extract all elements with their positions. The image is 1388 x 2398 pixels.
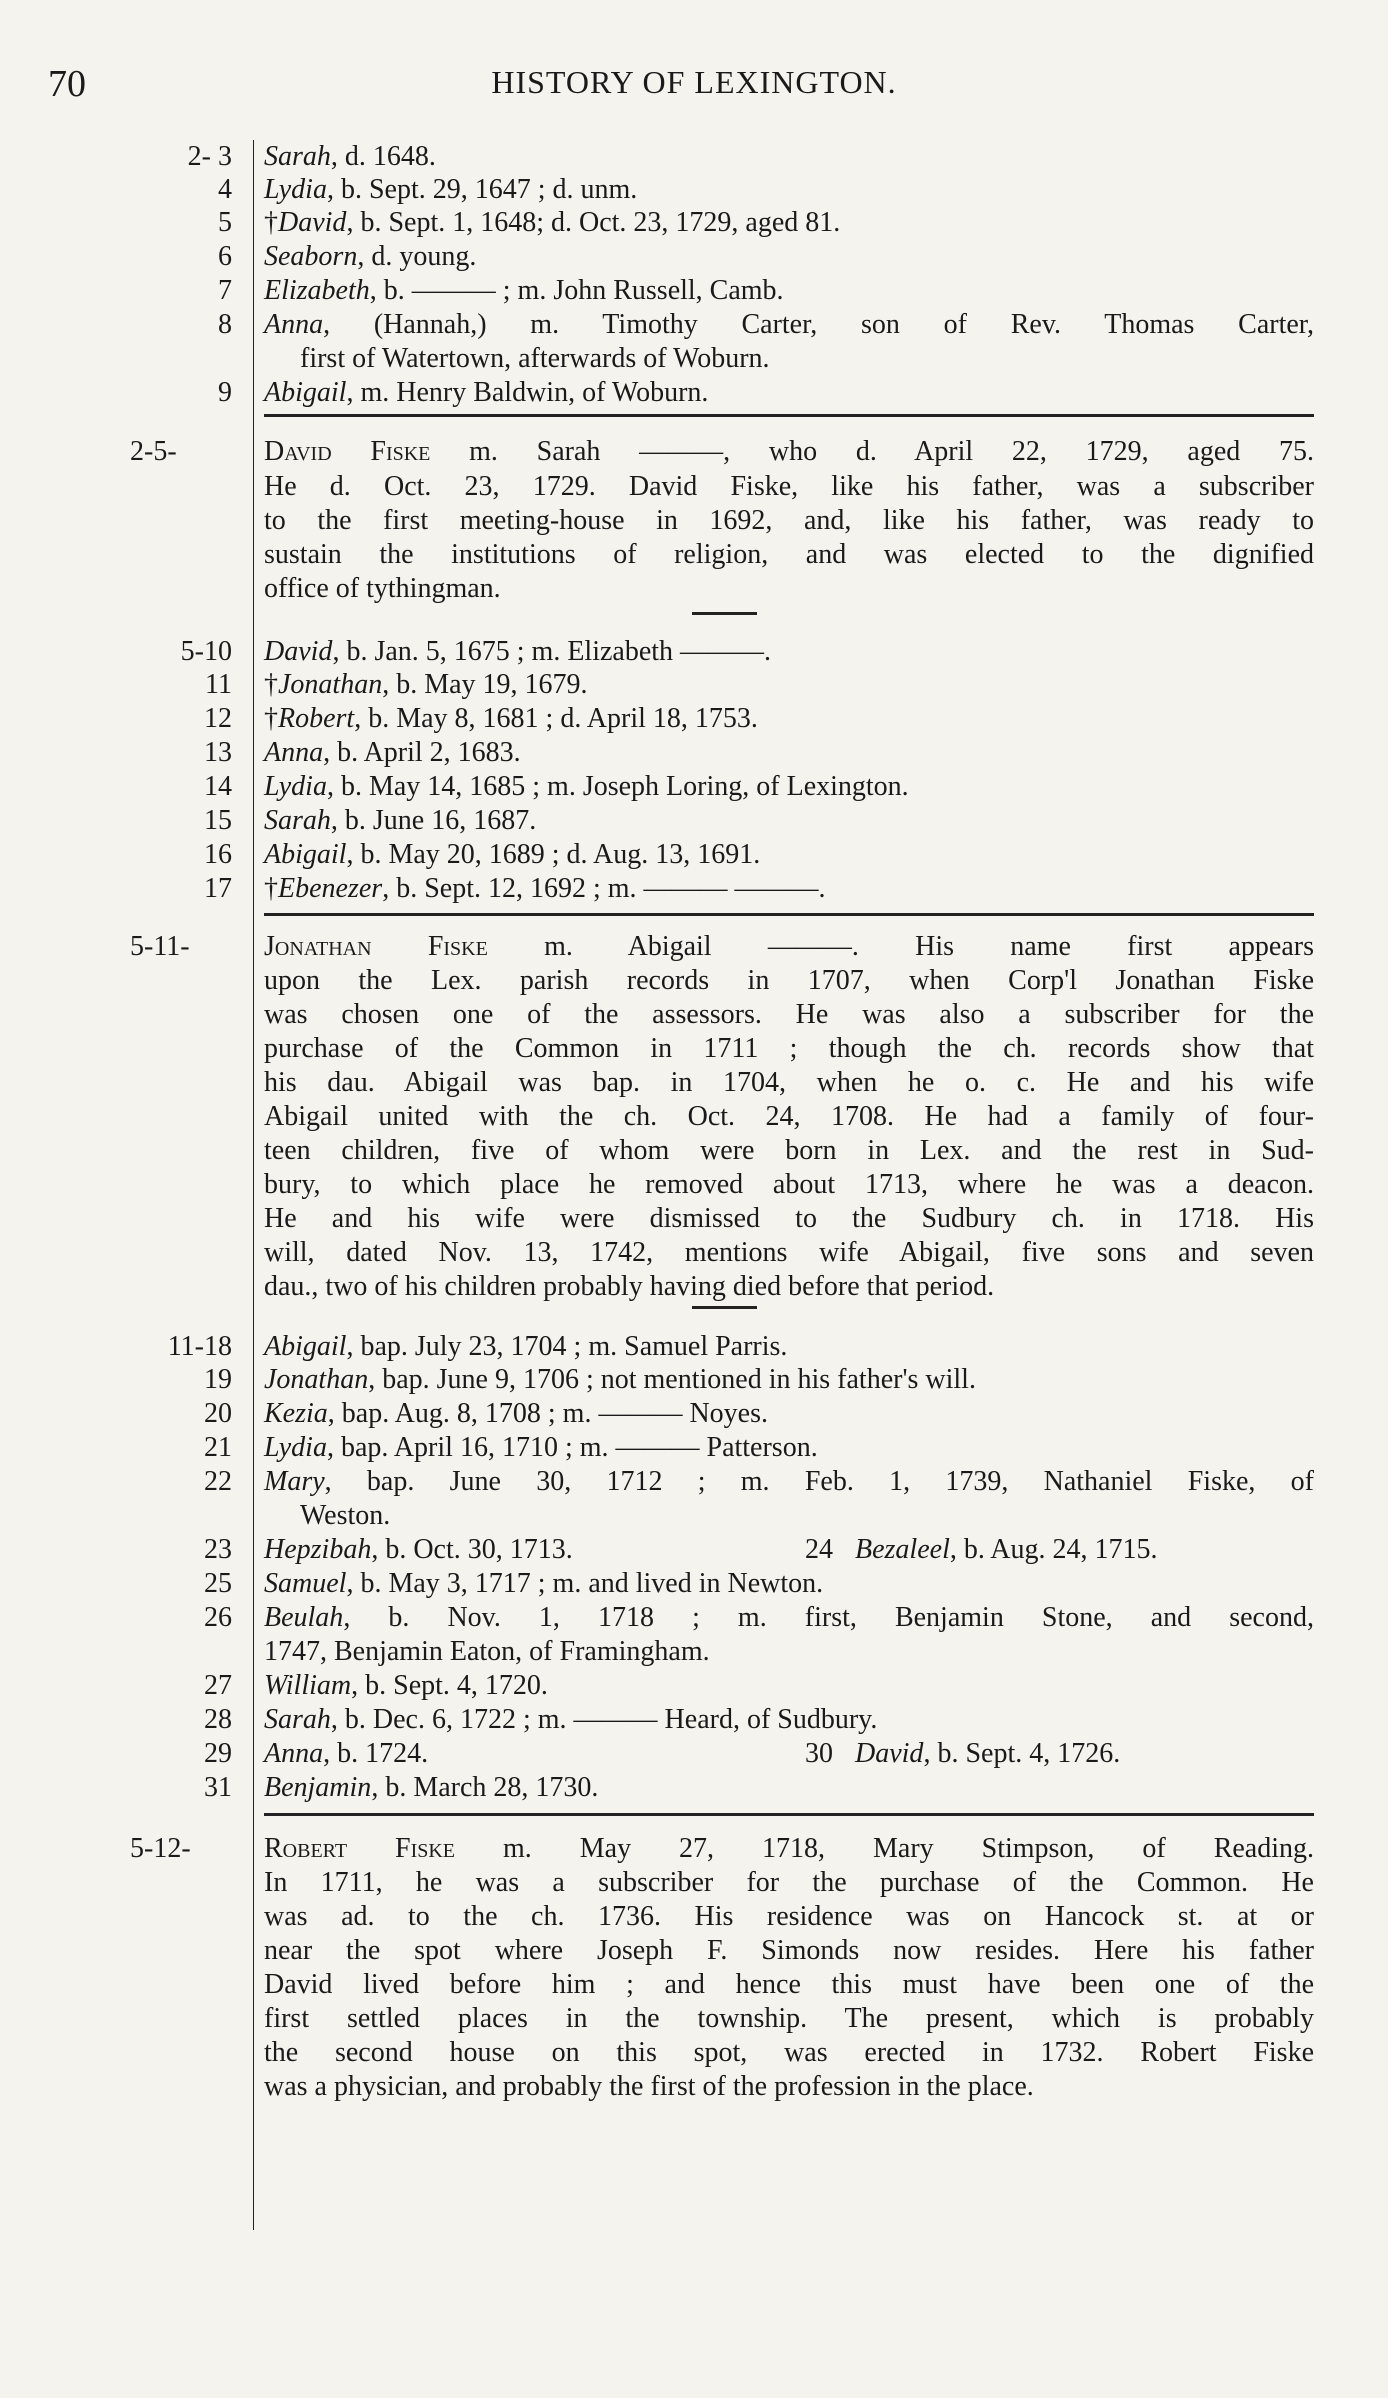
entry-text: Seaborn, d. young. [264,241,477,272]
entry-text: David, b. Jan. 5, 1675 ; m. Elizabeth ———. [264,636,772,667]
entry-text: teen children, five of whom were born in Lex. and the rest in Sud- [264,1135,1314,1166]
entry-line [0,702,1388,736]
entry-line [0,1635,1388,1669]
children-divider [692,1306,757,1309]
entry-text: †Ebenezer, b. Sept. 12, 1692 ; m. ——— ———. [264,873,826,904]
entry-line [0,435,1388,469]
entry-line [0,1202,1388,1236]
entry-text: the second house on this spot, was erected in 1732. Robert Fiske [264,2037,1314,2068]
entry-line [0,1236,1388,1270]
section-divider [264,913,1314,916]
entry-text: Anna, b. April 2, 1683. [264,737,521,768]
entry-number: 31 [204,1772,232,1803]
entry-number: 5-11- [130,931,190,962]
entry-line [0,1832,1388,1866]
entry-text: first of Watertown, afterwards of Woburn. [300,343,770,374]
entry-text: Samuel, b. May 3, 1717 ; m. and lived in Newton. [264,1568,824,1599]
entry-line [0,1270,1388,1304]
entry-number: 26 [204,1602,232,1633]
entry-text: near the spot where Joseph F. Simonds now resides. Here his father [264,1935,1314,1966]
entry-text: David Fiske m. Sarah ———, who d. April 22, 1729, aged 75. [264,436,1315,467]
entry-line [0,1431,1388,1465]
entry-line [0,1465,1388,1499]
entry-text: William, b. Sept. 4, 1720. [264,1670,548,1701]
entry-line [0,572,1388,606]
entry-number: 22 [204,1466,232,1497]
entry-text: He and his wife were dismissed to the Sudbury ch. in 1718. His [264,1203,1314,1234]
entry-line [0,308,1388,342]
entry-line [0,1900,1388,1934]
entry-line [0,240,1388,274]
entry-line [0,1032,1388,1066]
entry-line [0,1601,1388,1635]
entry-line [0,1669,1388,1703]
entry-text: Weston. [300,1500,391,1531]
entry-line [0,964,1388,998]
entry-line [0,1533,1388,1567]
entry-text: Lydia, b. Sept. 29, 1647 ; d. unm. [264,174,638,205]
entry-number: 6 [218,241,232,272]
entry-text: his dau. Abigail was bap. in 1704, when he o. c. He and his wife [264,1067,1314,1098]
entry-text: Anna, b. 1724. [264,1738,429,1769]
entry-text: was a physician, and probably the first of the profession in the place. [264,2071,1034,2102]
entry-number: 17 [204,873,232,904]
entry-line [0,376,1388,410]
entry-line [0,2036,1388,2070]
entry-line [0,342,1388,376]
entry-number: 30 [805,1738,833,1769]
entry-line [0,173,1388,207]
entry-text: Lydia, b. May 14, 1685 ; m. Joseph Loring, of Lexington. [264,771,909,802]
entry-text: sustain the institutions of religion, and was elected to the dignified [264,539,1314,570]
entry-line [0,1100,1388,1134]
entry-text: Sarah, b. June 16, 1687. [264,805,537,836]
entry-text: purchase of the Common in 1711 ; though the ch. records show that [264,1033,1314,1064]
entry-number: 5-10 [180,636,232,667]
entry-text: David lived before him ; and hence this must have been one of the [264,1969,1314,2000]
entry-line [0,930,1388,964]
entry-line [0,470,1388,504]
entry-line [0,1134,1388,1168]
entry-number: 23 [204,1534,232,1565]
entry-text: David, b. Sept. 4, 1726. [855,1738,1121,1769]
entry-line [0,140,1388,174]
entry-line [0,838,1388,872]
entry-line [0,1703,1388,1737]
entry-line [0,1968,1388,2002]
entry-number: 20 [204,1398,232,1429]
entry-text: Elizabeth, b. ——— ; m. John Russell, Camb. [264,275,784,306]
entry-number: 27 [204,1670,232,1701]
entry-line [0,1934,1388,1968]
entry-text: dau., two of his children probably having died before that period. [264,1271,995,1302]
entry-number: 5-12- [130,1833,191,1864]
entry-number: 11-18 [167,1331,232,1362]
entry-number: 24 [805,1534,833,1565]
entry-text: Mary, bap. June 30, 1712 ; m. Feb. 1, 1739, Nathaniel Fiske, of [264,1466,1314,1497]
entry-line [0,1066,1388,1100]
entry-line [0,2070,1388,2104]
entry-line [0,1737,1388,1771]
entry-text: †David, b. Sept. 1, 1648; d. Oct. 23, 1729, aged 81. [264,207,841,238]
entry-line [0,538,1388,572]
entry-number: 9 [218,377,232,408]
entry-number: 28 [204,1704,232,1735]
entry-text: will, dated Nov. 13, 1742, mentions wife Abigail, five sons and seven [264,1237,1314,1268]
entry-text: Jonathan, bap. June 9, 1706 ; not mentioned in his father's will. [264,1364,976,1395]
section-divider [264,1813,1314,1816]
entry-text: He d. Oct. 23, 1729. David Fiske, like his father, was a subscriber [264,471,1314,502]
entry-line [0,1866,1388,1900]
entry-line [0,1363,1388,1397]
entry-line [0,804,1388,838]
entry-text: Abigail, b. May 20, 1689 ; d. Aug. 13, 1691. [264,839,761,870]
entry-number: 29 [204,1738,232,1769]
entry-number: 19 [204,1364,232,1395]
entry-text: Beulah, b. Nov. 1, 1718 ; m. first, Benjamin Stone, and second, [264,1602,1314,1633]
entry-text: Hepzibah, b. Oct. 30, 1713. [264,1534,573,1565]
entry-text: Sarah, b. Dec. 6, 1722 ; m. ——— Heard, of Sudbury. [264,1704,878,1735]
entry-number: 2-5- [130,436,177,467]
entry-line [0,504,1388,538]
entry-number: 14 [204,771,232,802]
entry-text: Anna, (Hannah,) m. Timothy Carter, son of Rev. Thomas Carter, [264,309,1314,340]
entry-number: 11 [205,669,232,700]
entry-text: In 1711, he was a subscriber for the purchase of the Common. He [264,1867,1314,1898]
entry-text: Bezaleel, b. Aug. 24, 1715. [855,1534,1158,1565]
entry-number: 4 [218,174,232,205]
entry-text: Jonathan Fiske m. Abigail ———. His name first appears [264,931,1315,962]
entry-text: Abigail, bap. July 23, 1704 ; m. Samuel Parris. [264,1331,788,1362]
entry-number: 12 [204,703,232,734]
entry-line [0,872,1388,906]
entry-text: Benjamin, b. March 28, 1730. [264,1772,599,1803]
entry-text: was ad. to the ch. 1736. His residence was on Hancock st. at or [264,1901,1314,1932]
entry-text: Sarah, d. 1648. [264,141,436,172]
entry-line [0,2002,1388,2036]
entry-text: Lydia, bap. April 16, 1710 ; m. ——— Patterson. [264,1432,818,1463]
page-number: 70 [48,63,86,105]
entry-text: upon the Lex. parish records in 1707, when Corp'l Jonathan Fiske [264,965,1314,996]
entry-line [0,635,1388,669]
entry-line [0,668,1388,702]
entry-text: Kezia, bap. Aug. 8, 1708 ; m. ——— Noyes. [264,1398,768,1429]
entry-text: bury, to which place he removed about 1713, where he was a deacon. [264,1169,1314,1200]
entry-text: Robert Fiske m. May 27, 1718, Mary Stimpson, of Reading. [264,1833,1315,1864]
entry-line [0,1499,1388,1533]
entry-text: was chosen one of the assessors. He was also a subscriber for the [264,999,1314,1030]
entry-number: 7 [218,275,232,306]
entry-number: 5 [218,207,232,238]
entry-number: 13 [204,737,232,768]
entry-number: 15 [204,805,232,836]
running-head: HISTORY OF LEXINGTON. [491,64,897,100]
entry-line [0,206,1388,240]
children-divider [692,612,757,615]
entry-number: 21 [204,1432,232,1463]
entry-text: to the first meeting-house in 1692, and, like his father, was ready to [264,505,1314,536]
entry-line [0,998,1388,1032]
section-divider [264,414,1314,417]
entry-line [0,1330,1388,1364]
entry-text: Abigail united with the ch. Oct. 24, 1708. He had a family of four- [264,1101,1314,1132]
entry-number: 8 [218,309,232,340]
entry-text: †Robert, b. May 8, 1681 ; d. April 18, 1753. [264,703,758,734]
entry-text: †Jonathan, b. May 19, 1679. [264,669,588,700]
entry-text: first settled places in the township. The present, which is probably [264,2003,1314,2034]
entry-line [0,1567,1388,1601]
entry-line [0,1397,1388,1431]
entry-line [0,1771,1388,1805]
entry-line [0,1168,1388,1202]
entry-number: 2- 3 [187,141,232,172]
entry-number: 25 [204,1568,232,1599]
entry-text: Abigail, m. Henry Baldwin, of Woburn. [264,377,709,408]
entry-line [0,736,1388,770]
entry-text: office of tythingman. [264,573,501,604]
entry-line [0,274,1388,308]
entry-text: 1747, Benjamin Eaton, of Framingham. [264,1636,710,1667]
page-header [48,62,1340,112]
entry-line [0,770,1388,804]
entry-number: 16 [204,839,232,870]
